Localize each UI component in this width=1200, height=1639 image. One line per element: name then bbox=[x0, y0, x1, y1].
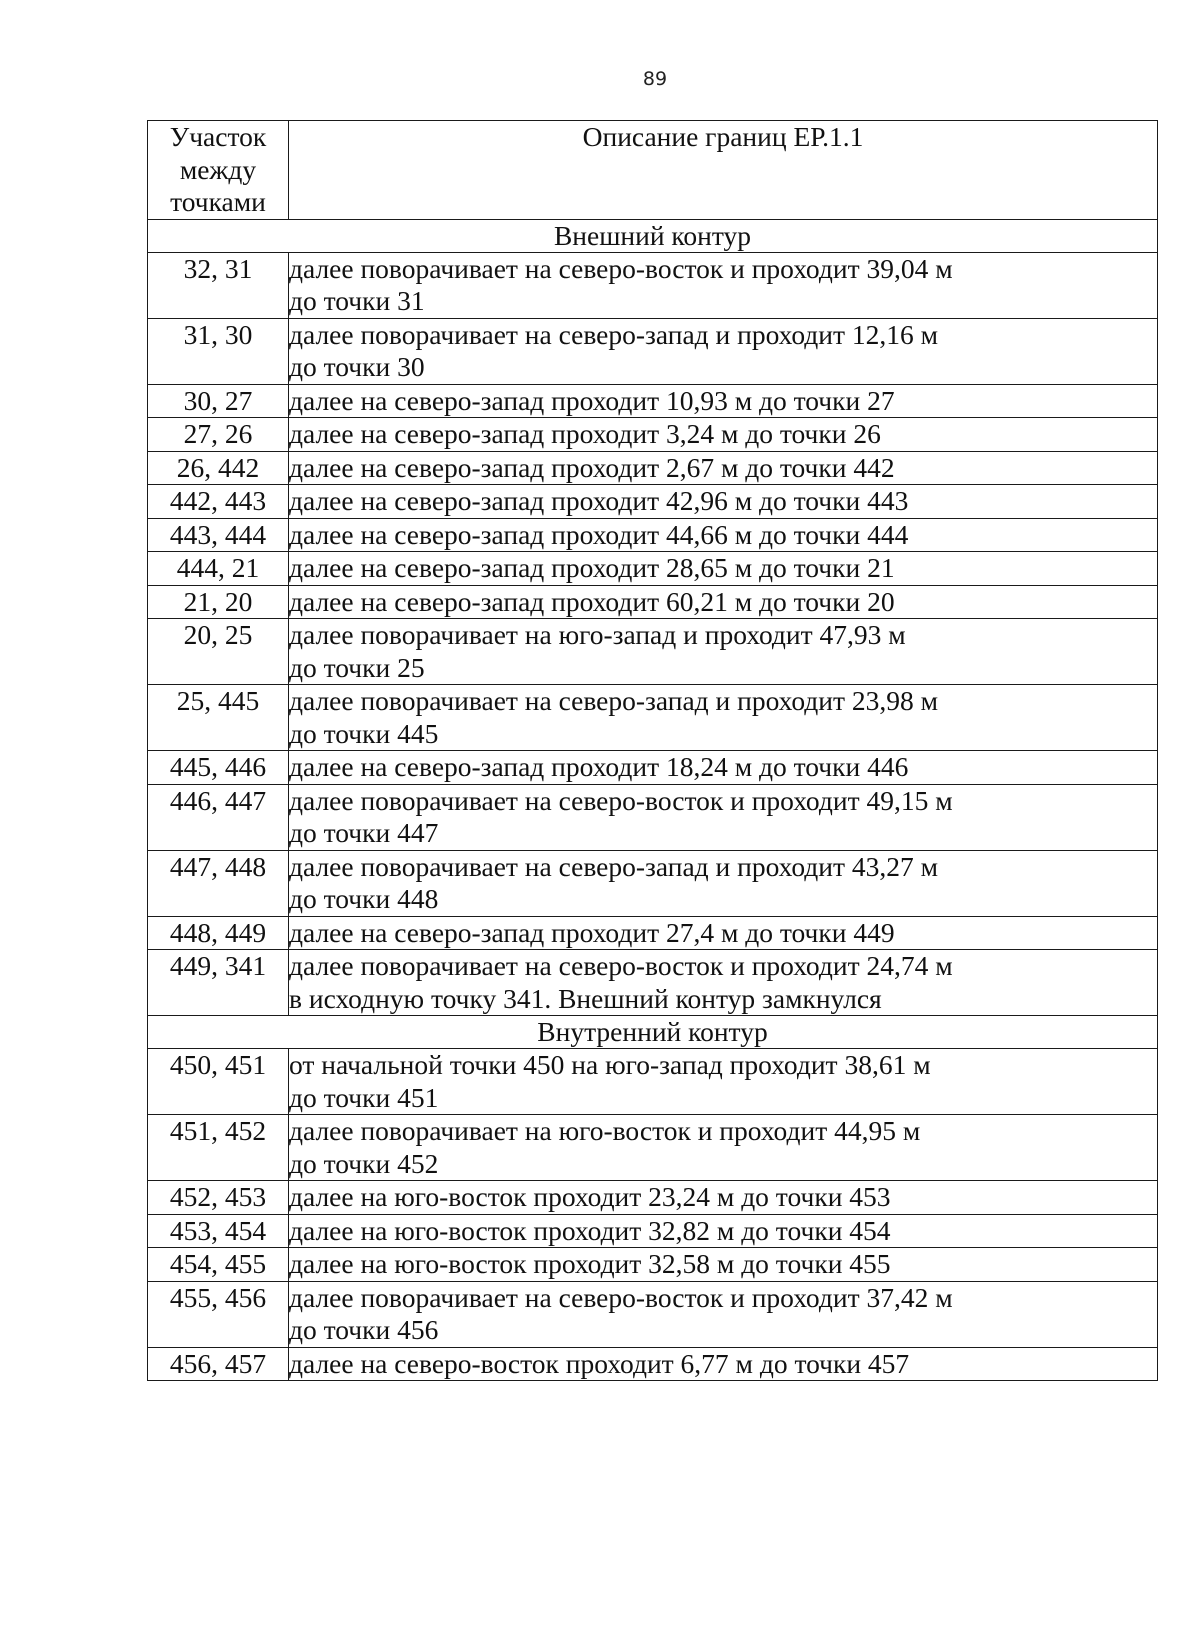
segment-cell: 450, 451 bbox=[148, 1049, 289, 1115]
description-line: до точки 447 bbox=[289, 817, 439, 848]
description-line: далее поворачивает на северо-восток и проходит 49,15 м bbox=[289, 784, 953, 816]
header-segment-line: точками bbox=[170, 186, 266, 217]
description-line: далее на северо-запад проходит 60,21 м до точки 20 bbox=[289, 585, 895, 617]
segment-cell: 31, 30 bbox=[148, 318, 289, 384]
segment-cell: 442, 443 bbox=[148, 485, 289, 519]
description-cell bbox=[289, 552, 1158, 586]
description-line: далее поворачивает на северо-восток и проходит 24,74 м bbox=[289, 950, 953, 981]
description-line: далее на северо-запад проходит 3,24 м до точки 26 bbox=[289, 418, 881, 449]
table-row bbox=[148, 451, 1158, 485]
description-line: далее на северо-запад проходит 28,65 м до точки 21 bbox=[289, 552, 895, 583]
description-line: до точки 30 bbox=[289, 351, 425, 382]
table-row bbox=[148, 784, 1158, 850]
description-line: далее поворачивает на северо-запад и проходит 23,98 м bbox=[289, 685, 939, 716]
description-line: далее поворачивает на северо-запад и проходит 43,27 м bbox=[289, 850, 939, 882]
table-row bbox=[148, 685, 1158, 751]
segment-cell: 443, 444 bbox=[148, 518, 289, 552]
page-number: 89 bbox=[642, 68, 668, 90]
table-row bbox=[148, 850, 1158, 916]
description-line: далее на юго-восток проходит 32,58 м до точки 455 bbox=[289, 1248, 891, 1279]
description-cell bbox=[289, 1248, 1158, 1282]
segment-cell: 448, 449 bbox=[148, 916, 289, 950]
table-row bbox=[148, 1115, 1158, 1181]
segment-cell: 27, 26 bbox=[148, 418, 289, 452]
table-row bbox=[148, 384, 1158, 418]
boundary-table-container bbox=[147, 120, 1157, 1381]
description-line: до точки 451 bbox=[289, 1081, 439, 1113]
segment-cell: 26, 442 bbox=[148, 451, 289, 485]
segment-cell: 454, 455 bbox=[148, 1248, 289, 1282]
header-segment-cell bbox=[148, 121, 289, 220]
description-line: далее поворачивает на северо-восток и проходит 39,04 м bbox=[289, 252, 953, 284]
table-row bbox=[148, 485, 1158, 519]
description-line: до точки 31 bbox=[289, 285, 425, 316]
segment-cell: 452, 453 bbox=[148, 1181, 289, 1215]
table-body bbox=[148, 219, 1158, 1381]
description-cell bbox=[289, 451, 1158, 485]
description-line: далее поворачивает на северо-запад и проходит 12,16 м bbox=[289, 318, 939, 350]
description-cell bbox=[289, 485, 1158, 519]
segment-cell: 30, 27 bbox=[148, 384, 289, 418]
table-row bbox=[148, 1248, 1158, 1282]
description-line: далее на северо-восток проходит 6,77 м до точки 457 bbox=[289, 1347, 910, 1379]
description-line: до точки 445 bbox=[289, 717, 439, 749]
description-cell bbox=[289, 585, 1158, 619]
description-cell bbox=[289, 1214, 1158, 1248]
description-cell bbox=[289, 685, 1158, 751]
table-row bbox=[148, 751, 1158, 785]
segment-cell: 32, 31 bbox=[148, 252, 289, 318]
segment-cell: 456, 457 bbox=[148, 1347, 289, 1381]
table-header-row bbox=[148, 121, 1158, 220]
description-line: далее поворачивает на северо-восток и проходит 37,42 м bbox=[289, 1281, 953, 1313]
table-row bbox=[148, 418, 1158, 452]
description-cell bbox=[289, 384, 1158, 418]
description-line: до точки 456 bbox=[289, 1314, 439, 1345]
description-cell bbox=[289, 784, 1158, 850]
description-cell bbox=[289, 950, 1158, 1016]
description-cell bbox=[289, 418, 1158, 452]
table-row bbox=[148, 950, 1158, 1016]
description-line: далее поворачивает на юго-восток и проходит 44,95 м bbox=[289, 1115, 921, 1146]
description-line: далее на юго-восток проходит 32,82 м до точки 454 bbox=[289, 1214, 891, 1246]
segment-cell: 21, 20 bbox=[148, 585, 289, 619]
table-row bbox=[148, 318, 1158, 384]
segment-cell: 455, 456 bbox=[148, 1281, 289, 1347]
description-cell bbox=[289, 1347, 1158, 1381]
description-line: далее на юго-восток проходит 23,24 м до точки 453 bbox=[289, 1181, 891, 1212]
table-row bbox=[148, 1214, 1158, 1248]
description-cell bbox=[289, 1049, 1158, 1115]
segment-cell: 25, 445 bbox=[148, 685, 289, 751]
segment-cell: 453, 454 bbox=[148, 1214, 289, 1248]
table-row bbox=[148, 916, 1158, 950]
description-cell bbox=[289, 252, 1158, 318]
segment-cell: 447, 448 bbox=[148, 850, 289, 916]
segment-cell: 449, 341 bbox=[148, 950, 289, 1016]
segment-cell: 446, 447 bbox=[148, 784, 289, 850]
description-line: до точки 448 bbox=[289, 883, 439, 914]
segment-cell: 20, 25 bbox=[148, 619, 289, 685]
segment-cell: 445, 446 bbox=[148, 751, 289, 785]
header-segment-line: Участок bbox=[169, 121, 267, 152]
description-cell bbox=[289, 619, 1158, 685]
table-row bbox=[148, 585, 1158, 619]
description-line: в исходную точку 341. Внешний контур замкнулся bbox=[289, 982, 882, 1014]
description-cell bbox=[289, 916, 1158, 950]
description-cell bbox=[289, 1281, 1158, 1347]
table-row bbox=[148, 552, 1158, 586]
description-line: далее на северо-запад проходит 10,93 м до точки 27 bbox=[289, 384, 895, 416]
description-cell bbox=[289, 1181, 1158, 1215]
section-title: Внутренний контур bbox=[148, 1016, 1158, 1049]
table-row bbox=[148, 619, 1158, 685]
description-line: далее на северо-запад проходит 44,66 м до точки 444 bbox=[289, 518, 909, 550]
section-row bbox=[148, 219, 1158, 252]
segment-cell: 451, 452 bbox=[148, 1115, 289, 1181]
description-line: далее на северо-запад проходит 27,4 м до точки 449 bbox=[289, 916, 895, 948]
description-line: далее поворачивает на юго-запад и проходит 47,93 м bbox=[289, 619, 906, 650]
description-cell bbox=[289, 518, 1158, 552]
header-segment-line: между bbox=[179, 153, 257, 185]
description-line: далее на северо-запад проходит 42,96 м до точки 443 bbox=[289, 485, 909, 516]
description-cell bbox=[289, 1115, 1158, 1181]
description-line: от начальной точки 450 на юго-запад проходит 38,61 м bbox=[289, 1049, 931, 1080]
description-cell bbox=[289, 850, 1158, 916]
section-title: Внешний контур bbox=[148, 219, 1158, 252]
table-row bbox=[148, 252, 1158, 318]
section-row bbox=[148, 1016, 1158, 1049]
table-row bbox=[148, 1049, 1158, 1115]
table-row bbox=[148, 1281, 1158, 1347]
header-description-cell: Описание границ ЕР.1.1 bbox=[289, 121, 1158, 220]
description-line: до точки 25 bbox=[289, 651, 425, 683]
table-row bbox=[148, 1181, 1158, 1215]
description-cell bbox=[289, 751, 1158, 785]
description-cell bbox=[289, 318, 1158, 384]
description-line: до точки 452 bbox=[289, 1147, 439, 1179]
description-line: далее на северо-запад проходит 2,67 м до точки 442 bbox=[289, 451, 895, 483]
segment-cell: 444, 21 bbox=[148, 552, 289, 586]
description-line: далее на северо-запад проходит 18,24 м до точки 446 bbox=[289, 751, 909, 782]
boundary-description-table bbox=[147, 120, 1158, 1381]
table-row bbox=[148, 518, 1158, 552]
table-row bbox=[148, 1347, 1158, 1381]
